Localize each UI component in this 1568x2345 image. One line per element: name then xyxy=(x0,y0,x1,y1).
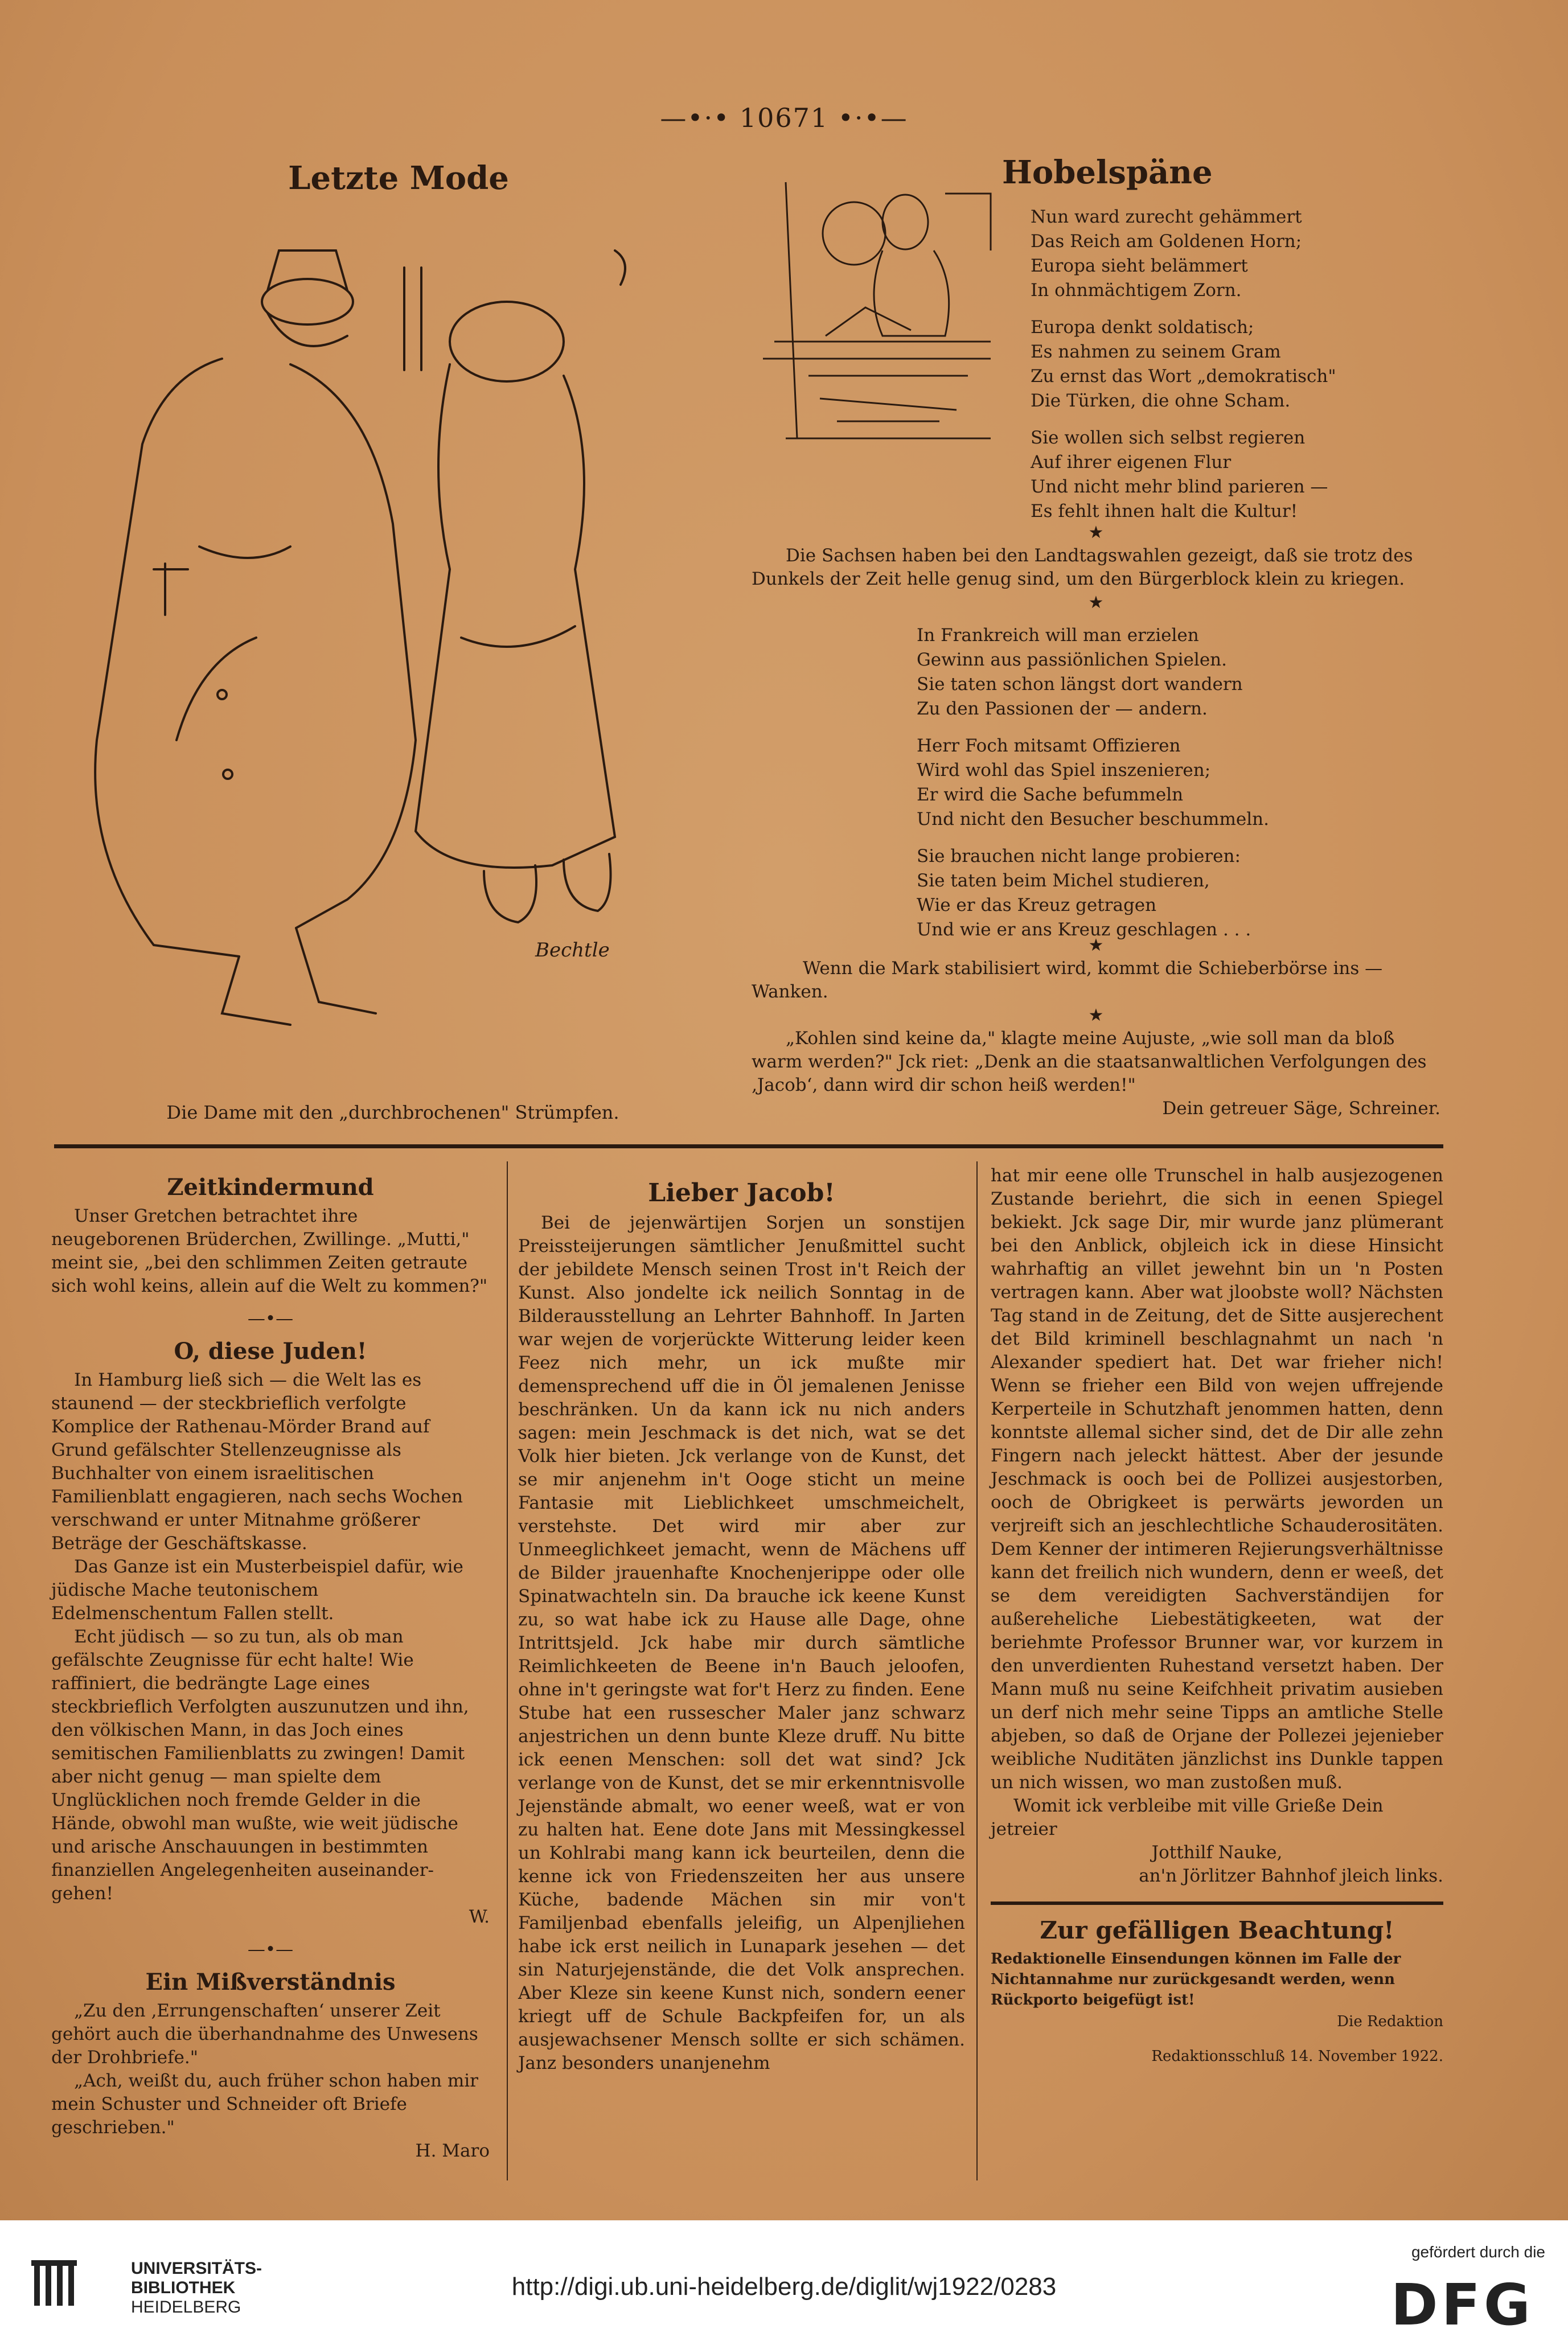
stanza-1 xyxy=(1031,205,1440,303)
horizontal-divider xyxy=(54,1144,1443,1148)
zeitkindermund-heading: Zeitkindermund xyxy=(167,1174,374,1201)
juden-signature: W. xyxy=(469,1907,490,1927)
star-divider: ★ xyxy=(1088,523,1104,543)
ornament-divider: —•— xyxy=(247,1939,294,1960)
lieber-jacob-heading: Lieber Jacob! xyxy=(648,1178,835,1208)
hobelspaene-poem-2 xyxy=(917,623,1429,955)
verse: Und nicht den Besucher beschummeln. xyxy=(917,809,1269,829)
lieber-jacob-closing: Womit ick verbleibe mit ville Grieße Dein jetreier xyxy=(991,1796,1384,1839)
verse: Er wird die Sache befummeln xyxy=(917,785,1184,805)
permalink-url[interactable]: http://digi.ub.uni-heidelberg.de/diglit/wj1922/0283 xyxy=(511,2273,1057,2301)
star-divider: ★ xyxy=(1088,935,1104,955)
fashion-cartoon-illustration xyxy=(51,228,717,1065)
verse: Herr Foch mitsamt Offizieren xyxy=(917,736,1181,756)
verse: Sie taten schon längst dort wandern xyxy=(917,674,1243,695)
notice-signature: Die Redaktion xyxy=(1337,2013,1443,2030)
verse: In Frankreich will man erzielen xyxy=(917,625,1199,646)
kohlen-paragraph: „Kohlen sind keine da," klagte meine Aujuste, „wie soll man da bloß warm werden?" Jck riet: „Denk an die staatsanwaltlichen Verfolgungen des ‚Jacob‘, dann wird dir schon heiß werden!" xyxy=(752,1028,1427,1095)
verse: Es fehlt ihnen halt die Kultur! xyxy=(1031,501,1298,521)
juden-text-1: In Hamburg ließ sich — die Welt las es staunend — der steckbrieflich verfolgte Komplice der Rathenau-Mörder Brand auf Grund gefälschter Stellenzeugnisse als Buchhalter von einem israelitischen Familienblatt engagieren, nach sechs Wochen verschwand er unter Mitnahme größerer Beträge der Geschäftskasse. xyxy=(51,1370,463,1554)
star-divider: ★ xyxy=(1088,593,1104,613)
illustration-caption: Die Dame mit den „durchbrochenen" Strümpfen. xyxy=(166,1102,619,1123)
sachsen-paragraph: Die Sachsen haben bei den Landtagswahlen gezeigt, daß sie trotz des Dunkels der Zeit helle genug sind, um den Bürgerblock klein zu kriegen. xyxy=(752,545,1413,589)
juden-text-3: Echt jüdisch — so zu tun, als ob man gefälschte Zeugnisse für echt halte! Wie raffiniert, die bedrängte Lage eines steckbrieflich Verfolgten auszunutzen und ihn, den völkischen Mann, in das Joch eines semitischen Familienblatts zu zwingen! Damit aber nicht genug — man spielte dem Unglücklichen noch fremde Gelder in die Hände, obwohl man wußte, wie weit jüdische und arische Anschauungen in bestimmten finanziellen Angelegenheiten auseinandergehen! xyxy=(51,1627,469,1904)
lieber-jacob-continued: hat mir eene olle Trunschel in halb ausjezogenen Zustande beriehrt, die sich in eenen Spiegel bekiekt. Jck sage Dir, mir wurde janz plümerant bei den Anblick, objleich ick in diese Hinsicht wahrhaftig an villet jewehnt bin un 'n Posten vertragen kann. Aber wat jloobste woll? Nächsten Tag stand in de Zeitung, det de Sitte ausjerechent det Bild kriminell beschlagnahmt un nach 'n Alexander spediert hat. Det war frieher nich! Wenn se frieher een Bild von wejen uffrejende Kerperteile in Schutzhaft jenommen hatten, denn konntste allemal sicher sind, det de Dir alle zehn Fingern nach jeleckt hättest. Aber der jesunde Jeschmack is ooch bei de Pollizei ausjestorben, ooch de Obrigkeet is perwärts jeworden un verjreift sich an jeschlechtliche Schauderositäten. Dem Kenner der intimeren Rejierungsverhältnisse kann det freilich nich wundern, denn er weeß, det se dem vereidigten Sachverständijen for außereheliche Liebestätigkeeten, wat der beriehmte Professor Brunner war, vor kurzem in den unverdienten Ruhestand versetzt haben. Der Mann muß nu seine Keifchheit privatim ausieben un derf nich mehr seine Tipps an amtliche Stelle abjeben, so daß de Orjane der Pollezei jejenieber weibliche Nuditäten jänzlichst ins Dunkle tappen un nich wissen, wo man zustoßen muß. xyxy=(991,1165,1443,1793)
verse: Sie taten beim Michel studieren, xyxy=(917,870,1210,891)
missverstaendnis-heading: Ein Mißverständnis xyxy=(145,1969,396,1995)
missverstaendnis-text-1: „Zu den ‚Errungenschaften‘ unserer Zeit gehört auch die überhandnahme des Unwesens der Drohbriefe." xyxy=(51,2001,478,2068)
verse: Zu ernst das Wort „demokratisch" xyxy=(1031,366,1336,387)
verse: Auf ihrer eigenen Flur xyxy=(1031,452,1232,473)
column-divider xyxy=(976,1161,978,2180)
verse: Wie er das Kreuz getragen xyxy=(917,895,1157,915)
verse: Sie wollen sich selbst regieren xyxy=(1031,428,1306,448)
carpenter-illustration xyxy=(752,171,1002,455)
illustration-signature: Bechtle xyxy=(535,939,610,962)
verse: Sie brauchen nicht lange probieren: xyxy=(917,846,1241,866)
verse: Europa denkt soldatisch; xyxy=(1031,317,1254,338)
lieber-jacob-signature: Jotthilf Nauke, xyxy=(1151,1842,1283,1863)
institution-line: BIBLIOTHEK xyxy=(131,2278,236,2297)
missverstaendnis-text-2: „Ach, weißt du, auch früher schon haben mir mein Schuster und Schneider oft Briefe geschrieben." xyxy=(51,2071,478,2138)
hobelspaene-signoff: Dein getreuer Säge, Schreiner. xyxy=(1162,1098,1440,1119)
hobelspaene-title: Hobelspäne xyxy=(1002,154,1213,191)
notice-heading: Zur gefälligen Beachtung! xyxy=(1040,1916,1394,1944)
column-divider xyxy=(507,1161,508,2180)
verse: Und nicht mehr blind parieren — xyxy=(1031,477,1328,497)
stanza-3 xyxy=(1031,426,1440,524)
stanza-2 xyxy=(1031,315,1440,413)
star-divider: ★ xyxy=(1088,1005,1104,1025)
lieber-jacob-text: Bei de jejenwärtijen Sorjen un sonstijen Preissteijerungen sämtlicher Jenußmittel sucht der jebildete Mensch seinen Trost in't Reich der Kunst. Also jondelte ick neilich Sonntag in de Bilderausstellung an Lehrter Bahnhoff. In Jarten war wejen de vorjerückte Witterung leider keen Feez nich mehr, un ick mußte mir demensprechend uff die in Öl jemalenen Jenisse beschränken. Un da kann ick nu nich anders sagen: mein Jeschmack is det nich, wat se det Volk hier bieten. Jck verlange von de Kunst, det se mir anjenehm in't Ooge sticht un meine Fantasie mit Lieblichkeet umschmeichelt, verstehste. Det wird mir aber zur Unmeeglichkeet jemacht, wenn de Mächens uff de Bilder jrauenhafte Knochenjerippe oder olle Spinatwachteln sin. Da brauche ick keene Kunst zu, so wat habe ick zu Hause alle Dage, ohne Intrittsjeld. Jck habe mir durch sämtliche Reimlichkeeten de Beene in'n Bauch jeloofen, ohne in't geringste wat for't Herz zu finden. Eene Stube hat een russescher Maler janz schwarz anjestrichen un denn bunte Kleze druff. Nu bitte ick eenen Menschen: soll det wat sind? Jck verlange von de Kunst, det se mir erkenntnisvolle Jejenstände abmalt, wo eener weeß, wat er von zu halten hat. Eene dote Jans mit Messingkessel un Kohlrabi mang kann ick beurteilen, denn die kenne ick von Friedenszeiten her aus unsere Küche, badende Mächen sin mir von't Familjenbad ebenfalls jeleifig, un Alpenjliehen habe ick erst neilich in Lunapark jesehen — det sin Naturjejenstände, die det Volk ansprechen. Aber Kleze sin keene Kunst nich, sondern eener kriegt uff de Schule Backpfeifen for, un als ausjewachsener Mensch sollte er sich schämen. Janz besonders unanjenehm xyxy=(518,1213,965,2073)
column-1 xyxy=(51,1176,490,2163)
verse: Wird wohl das Spiel inszenieren; xyxy=(917,760,1211,781)
ornament-divider: —•— xyxy=(247,1308,294,1329)
lieber-jacob-address: an'n Jörlitzer Bahnhof jleich links. xyxy=(1139,1866,1443,1886)
stanza-4 xyxy=(917,623,1429,721)
verse: Nun ward zurecht gehämmert xyxy=(1031,207,1302,227)
verse: Europa sieht belämmert xyxy=(1031,256,1248,276)
juden-heading: O, diese Juden! xyxy=(174,1338,367,1365)
hobelspaene-poem-1 xyxy=(1031,205,1440,536)
funding-note: gefördert durch die xyxy=(1411,2243,1545,2261)
dfg-logo: DFG xyxy=(1390,2272,1534,2338)
digitization-footer xyxy=(0,2220,1568,2345)
hobelspaene-prose-block-2 xyxy=(752,934,1440,1120)
hobelspaene-prose-block xyxy=(752,521,1440,614)
juden-text-2: Das Ganze ist ein Musterbeispiel dafür, wie jüdische Mache teutonischem Edelmenschentum Fallen stellt. xyxy=(51,1557,463,1624)
verse: Zu den Passionen der — andern. xyxy=(917,699,1208,719)
letzte-mode-title: Letzte Mode xyxy=(288,159,509,197)
mark-paragraph: Wenn die Mark stabilisiert wird, kommt die Schieberbörse ins — Wanken. xyxy=(752,958,1383,1002)
verse: Gewinn aus passiönlichen Spielen. xyxy=(917,650,1227,670)
notice-text: Redaktionelle Einsendungen können im Falle der Nichtannahme nur zurückgesandt werden, wenn Rückporto beigefügt ist! xyxy=(991,1950,1401,2009)
zeitkindermund-text: Unser Gretchen betrachtet ihre neugeborenen Brüderchen, Zwillinge. „Mutti," meint sie, „bei den schlimmen Zeiten getraute sich wohl keins, allein auf die Welt zu kommen?" xyxy=(51,1206,488,1296)
editorial-deadline: Redaktionsschluß 14. November 1922. xyxy=(1151,2048,1443,2065)
column-3 xyxy=(991,1164,1443,2068)
page-number: —•·• 10671 •·•— xyxy=(660,102,908,133)
notice-divider xyxy=(991,1902,1443,1905)
verse: Die Türken, die ohne Scham. xyxy=(1031,391,1291,411)
institution-line: UNIVERSITÄTS- xyxy=(131,2259,262,2278)
missverstaendnis-signature: H. Maro xyxy=(415,2141,490,2161)
stanza-6 xyxy=(917,844,1429,942)
verse: Und wie er ans Kreuz geschlagen . . . xyxy=(917,919,1251,940)
stanza-5 xyxy=(917,734,1429,832)
verse: In ohnmächtigem Zorn. xyxy=(1031,280,1242,301)
verse: Es nahmen zu seinem Gram xyxy=(1031,342,1281,362)
verse: Das Reich am Goldenen Horn; xyxy=(1031,231,1302,252)
institution-line: HEIDELBERG xyxy=(131,2298,241,2317)
column-2 xyxy=(518,1178,965,2075)
